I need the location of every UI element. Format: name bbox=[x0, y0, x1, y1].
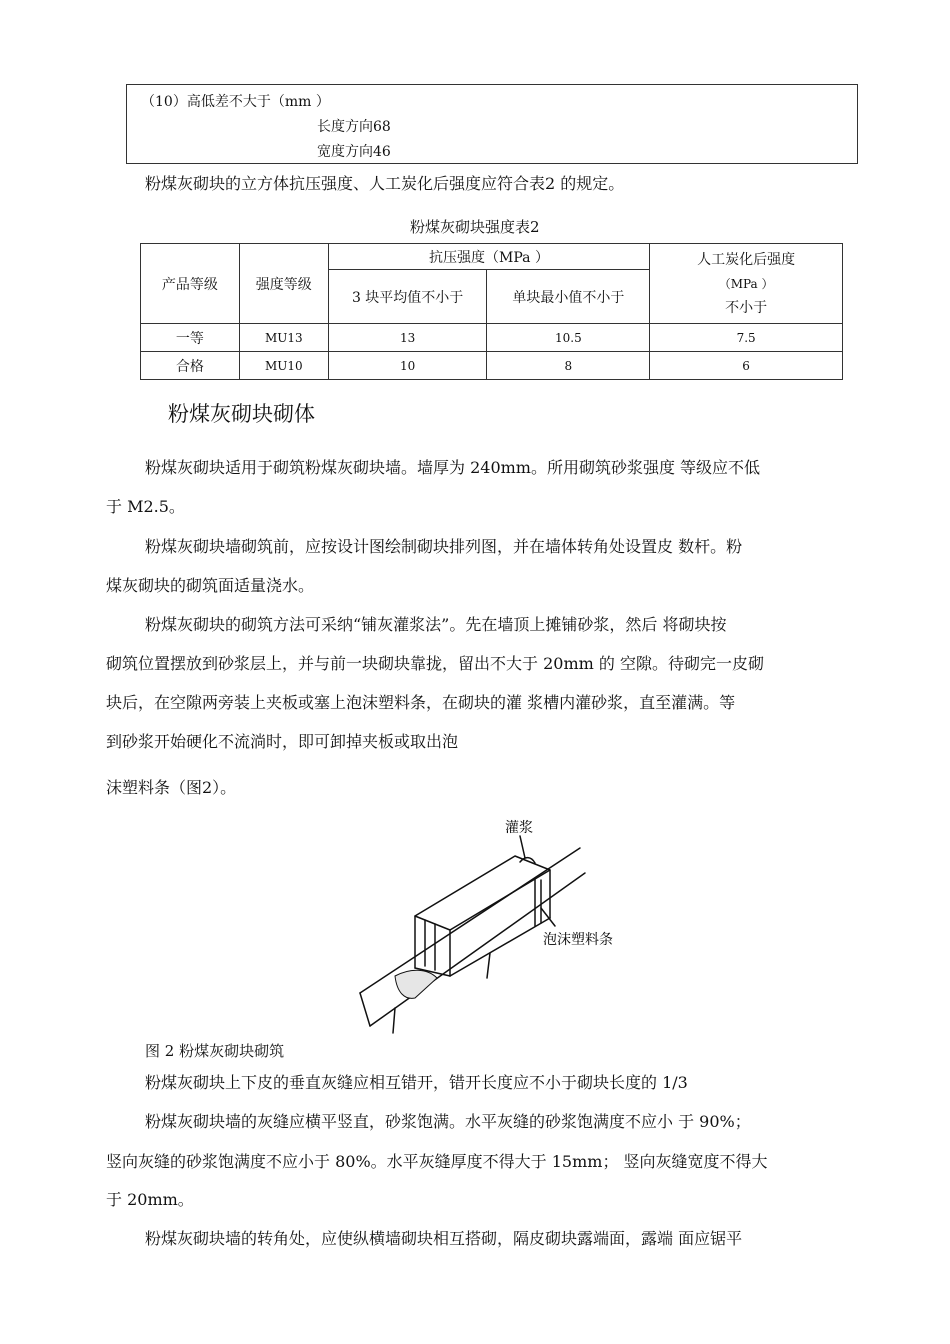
block-laying-illustration bbox=[355, 808, 613, 1038]
paragraph-6: 粉煤灰砌块墙的转角处，应使纵横墙砌块相互搭砌，隔皮砌块露端面，露端 面应锯平 bbox=[145, 1229, 743, 1248]
grout-label: 灌浆 bbox=[505, 820, 533, 836]
length-tolerance: 长度方向68 bbox=[317, 119, 391, 135]
header-carbonation bbox=[650, 244, 843, 324]
cell-average: 10 bbox=[328, 352, 487, 380]
header-compressive: 抗压强度（MPa ） bbox=[328, 244, 649, 270]
table-row bbox=[141, 324, 843, 352]
header-grade: 产品等级 bbox=[141, 244, 240, 324]
header-carbonation-line3: 不小于 bbox=[725, 299, 768, 316]
block-laying-figure bbox=[355, 808, 613, 1038]
foam-strip-label: 泡沫塑料条 bbox=[543, 932, 613, 948]
paragraph-5-line-1: 粉煤灰砌块墙的灰缝应横平竖直，砂浆饱满。水平灰缝的砂浆饱满度不应小 于 90%； bbox=[145, 1112, 751, 1131]
header-strength-grade: 强度等级 bbox=[239, 244, 328, 324]
cell-strength: MU13 bbox=[239, 324, 328, 352]
paragraph-3-line-3: 块后，在空隙两旁装上夹板或塞上泡沫塑料条，在砌块的灌 浆槽内灌砂浆，直至灌满。等 bbox=[106, 693, 736, 712]
figure-caption: 图 2 粉煤灰砌块砌筑 bbox=[145, 1042, 285, 1060]
paragraph-5-line-2: 竖向灰缝的砂浆饱满度不应小于 80%。水平灰缝厚度不得大于 15mm； 竖向灰缝宽度不得大 bbox=[106, 1152, 768, 1171]
cell-grade: 合格 bbox=[141, 352, 240, 380]
paragraph-4: 粉煤灰砌块上下皮的垂直灰缝应相互错开，错开长度应不小于砌块长度的 1/3 bbox=[145, 1073, 688, 1092]
paragraph-3-line-4: 到砂浆开始硬化不流淌时，即可卸掉夹板或取出泡 bbox=[106, 732, 459, 751]
cell-average: 13 bbox=[328, 324, 487, 352]
table-caption: 粉煤灰砌块强度表2 bbox=[410, 218, 540, 236]
paragraph-3-line-1: 粉煤灰砌块的砌筑方法可采纳“铺灰灌浆法”。先在墙顶上摊铺砂浆，然后 将砌块按 bbox=[145, 615, 727, 634]
tolerance-heading: （10）高低差不大于（mm ） bbox=[141, 94, 330, 110]
width-tolerance: 宽度方向46 bbox=[317, 144, 391, 160]
cell-grade: 一等 bbox=[141, 324, 240, 352]
paragraph-1-line-2: 于 M2.5。 bbox=[106, 497, 185, 516]
cell-carbonation: 6 bbox=[650, 352, 843, 380]
section-heading: 粉煤灰砌块砌体 bbox=[168, 402, 315, 426]
table-row bbox=[141, 352, 843, 380]
paragraph-2-line-1: 粉煤灰砌块墙砌筑前，应按设计图绘制砌块排列图，并在墙体转角处设置皮 数杆。粉 bbox=[145, 537, 743, 556]
header-carbonation-line1: 人工炭化后强度 bbox=[697, 251, 796, 268]
header-carbonation-line2: （MPa ） bbox=[718, 276, 774, 291]
strength-table bbox=[140, 243, 843, 380]
paragraph-5-line-3: 于 20mm。 bbox=[106, 1190, 194, 1209]
paragraph-1-line-1: 粉煤灰砌块适用于砌筑粉煤灰砌块墙。墙厚为 240mm。所用砌筑砂浆强度 等级应不低 bbox=[145, 458, 761, 477]
paragraph-2-line-2: 煤灰砌块的砌筑面适量浇水。 bbox=[106, 576, 315, 595]
tolerance-box bbox=[126, 84, 858, 164]
paragraph-3-line-2: 砌筑位置摆放到砂浆层上，并与前一块砌块靠拢，留出不大于 20mm 的 空隙。待砌完一皮砌 bbox=[106, 654, 764, 673]
paragraph-3-line-5: 沫塑料条（图2）。 bbox=[106, 778, 237, 797]
intro-paragraph: 粉煤灰砌块的立方体抗压强度、人工炭化后强度应符合表2 的规定。 bbox=[145, 174, 625, 193]
cell-minimum: 8 bbox=[487, 352, 650, 380]
cell-carbonation: 7.5 bbox=[650, 324, 843, 352]
header-average: 3 块平均值不小于 bbox=[328, 270, 487, 324]
header-minimum: 单块最小值不小于 bbox=[487, 270, 650, 324]
cell-strength: MU10 bbox=[239, 352, 328, 380]
cell-minimum: 10.5 bbox=[487, 324, 650, 352]
